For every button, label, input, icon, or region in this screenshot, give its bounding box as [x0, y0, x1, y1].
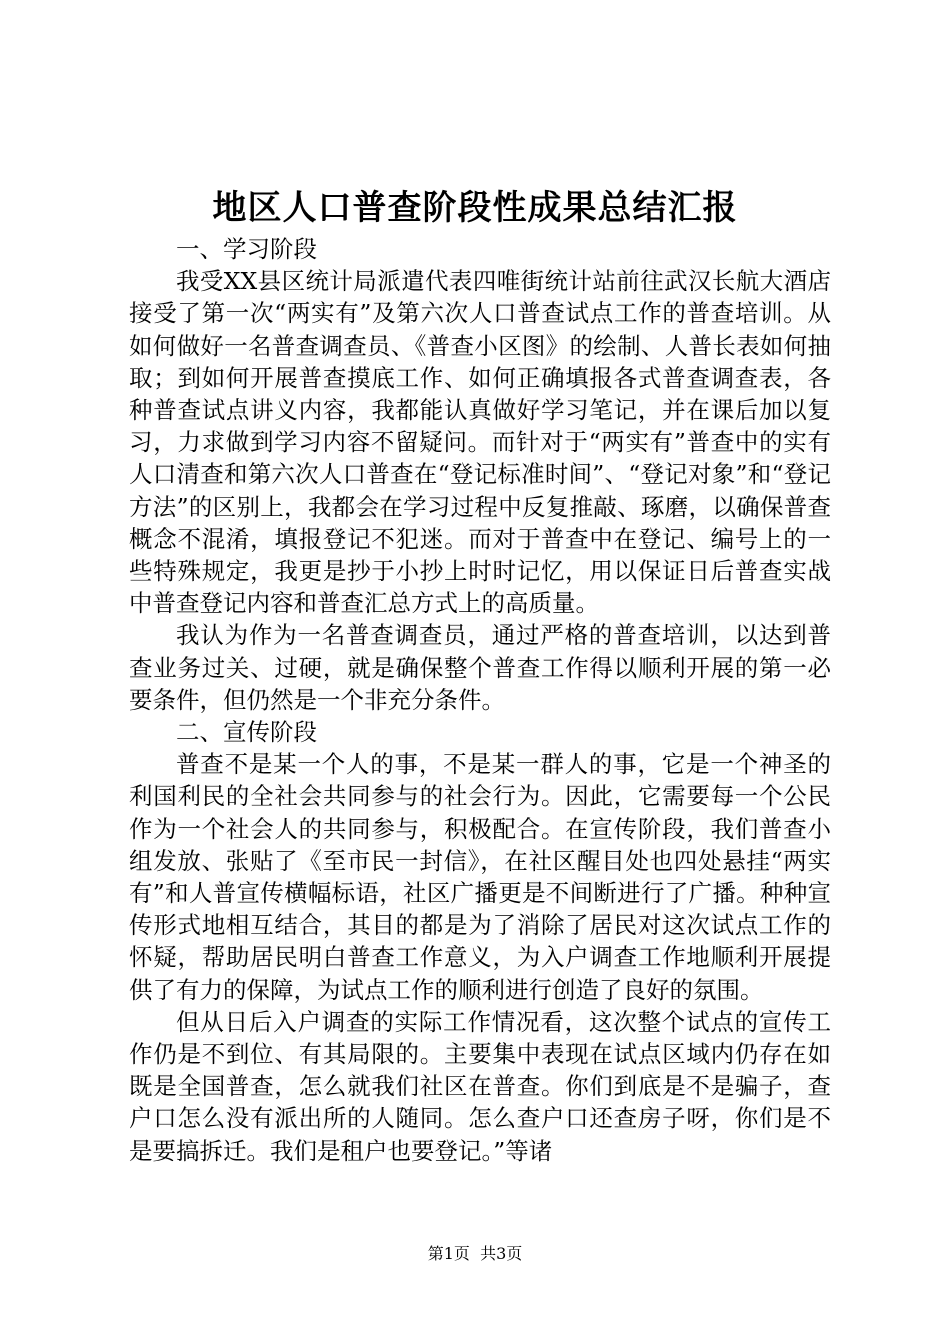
- section-heading-publicity: 二、宣传阶段: [176, 718, 317, 747]
- page-number-label: 第1页 共3页: [427, 1244, 523, 1263]
- page-footer: [0, 1243, 950, 1265]
- document-title: 地区人口普查阶段性成果总结汇报: [212, 188, 738, 228]
- paragraph-study-1: 我受XX县区统计局派遣代表四唯街统计站前往武汉长航大酒店接受了第一次“两实有”及第六次人口普查试点工作的普查培训。从如何做好一名普查调查员、《普查小区图》的绘制、人普长表如何抽取；到如何开展普查摸底工作、如何正确填报各式普查调查表，各种普查试点讲义内容，我都能认真做好学习笔记，并在课后加以复习，力求做到学习内容不留疑问。而针对于“两实有”普查中的实有人口清查和第六次人口普查在“登记标准时间”、“登记对象”和“登记方法”的区别上，我都会在学习过程中反复推敲、琢磨，以确保普查概念不混淆，填报登记不犯迷。而对于普查中在登记、编号上的一些特殊规定，我更是抄于小抄上时时记忆，用以保证日后普查实战中普查登记内容和普查汇总方式上的高质量。: [129, 267, 831, 618]
- paragraph-publicity-2: 但从日后入户调查的实际工作情况看，这次整个试点的宣传工作仍是不到位、有其局限的。主要集中表现在试点区域内仍存在如既是全国普查，怎么就我们社区在普查。你们到底是不是骗子，查户口怎么没有派出所的人随同。怎么查户口还查房子呀，你们是不是要搞拆迁。我们是租户也要登记。”等诸: [129, 1007, 831, 1165]
- section-heading-study: 一、学习阶段: [176, 235, 317, 263]
- document-body: [129, 233, 831, 1167]
- paragraph-publicity-1: 普查不是某一个人的事，不是某一群人的事，它是一个神圣的利国利民的全社会共同参与的社会行为。因此，它需要每一个公民作为一个社会人的共同参与，积极配合。在宣传阶段，我们普查小组发放、张贴了《至市民一封信》，在社区醒目处也四处悬挂“两实有”和人普宣传横幅标语，社区广播更是不间断进行了广播。种种宣传形式地相互结合，其目的都是为了消除了居民对这次试点工作的怀疑，帮助居民明白普查工作意义，为入户调查工作地顺利开展提供了有力的保障，为试点工作的顺利进行创造了良好的氛围。: [129, 750, 831, 1004]
- paragraph-study-2: 我认为作为一名普查调查员，通过严格的普查培训，以达到普查业务过关、过硬，就是确保整个普查工作得以顺利开展的第一必要条件，但仍然是一个非充分条件。: [129, 621, 831, 714]
